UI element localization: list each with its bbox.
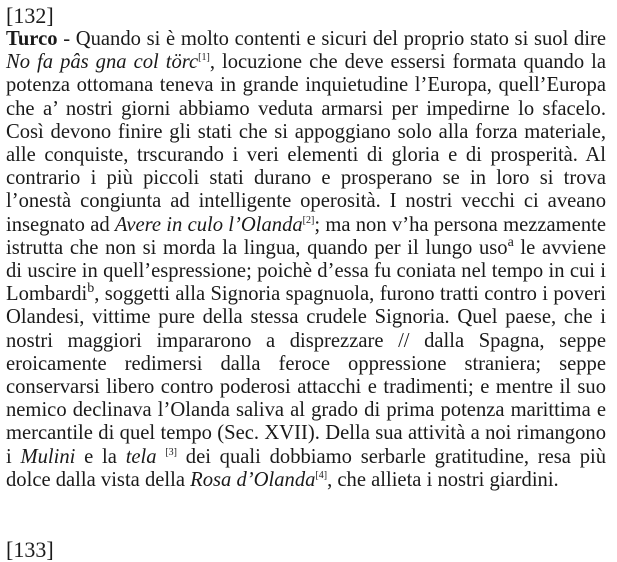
footnote-ref[interactable]: [4]: [315, 470, 328, 481]
superscript-note: a: [507, 234, 514, 250]
entry-text: - Quando si è molto contenti e sicuri del proprio stato si suol dire: [57, 28, 606, 50]
page-number: [132]: [6, 3, 54, 28]
entry-text: dei quali dobbiamo serbarle gratitudine, resa più dolce dalla vista della: [6, 445, 607, 491]
superscript-note: b: [87, 281, 95, 297]
entry-text: e la: [75, 445, 126, 468]
dictionary-entry: [6, 28, 606, 492]
entry-text: , soggetti alla Signoria spagnuola, furono tratti contro i poveri Olandesi, vittime pure della stessa crudele Signoria. Quel paese, che i nostri maggiori impararono a disprezzare // dalla Spagna, seppe eroicamente redimersi dalla feroce oppressione straniera; seppe conservarsi libero contro poderosi attacchi e tradimenti; e mentre il suo nemico declinava l’Olanda saliva al grado di prima potenza marittima e mercantile di quel tempo (Sec. XVII). Della sua attività a noi rimangono i: [6, 283, 606, 468]
entry-text: le avviene di uscire in quell’espressione; poichè d’essa fu coniata nel tempo in cui i Lombardi: [6, 236, 606, 306]
footnote-ref[interactable]: [2]: [302, 214, 315, 226]
document-page: [6, 4, 606, 492]
footnote-ref[interactable]: [1]: [198, 52, 210, 64]
next-page-number: [133]: [6, 537, 54, 562]
italic-phrase: Avere in culo l’Olanda: [114, 213, 303, 236]
italic-phrase: tela: [125, 445, 157, 468]
entry-text: , locuzione che deve essersi formata quando la potenza ottomana teneva in grande inquietudine l’Europa, quell’Europa che a’ nostri giorni abbiamo veduta armarsi per impedirne lo sfacelo. Così devono finire gli stati che si appoggiano solo alla forza materiale, alle conquiste, trscurando i veri elementi di gloria e di prosperità. Al contrario i più piccoli stati durano e prosperano se in loro si trova l’onestà congiunta ad intelligente operosità. I nostri vecchi ci aveano insegnato ad: [6, 51, 606, 236]
italic-phrase: Rosa d’Olanda: [190, 468, 316, 491]
italic-phrase: No fa pâs gna col törc: [6, 51, 199, 74]
footnote-ref[interactable]: [3]: [165, 446, 178, 458]
entry-text: , che allieta i nostri giardini.: [327, 468, 559, 491]
headword: Turco: [6, 28, 58, 50]
entry-text: ; ma non v’ha persona mezzamente istrutta che non si morda la lingua, quando per il lungo uso: [6, 213, 606, 259]
italic-phrase: Mulini: [20, 445, 76, 468]
